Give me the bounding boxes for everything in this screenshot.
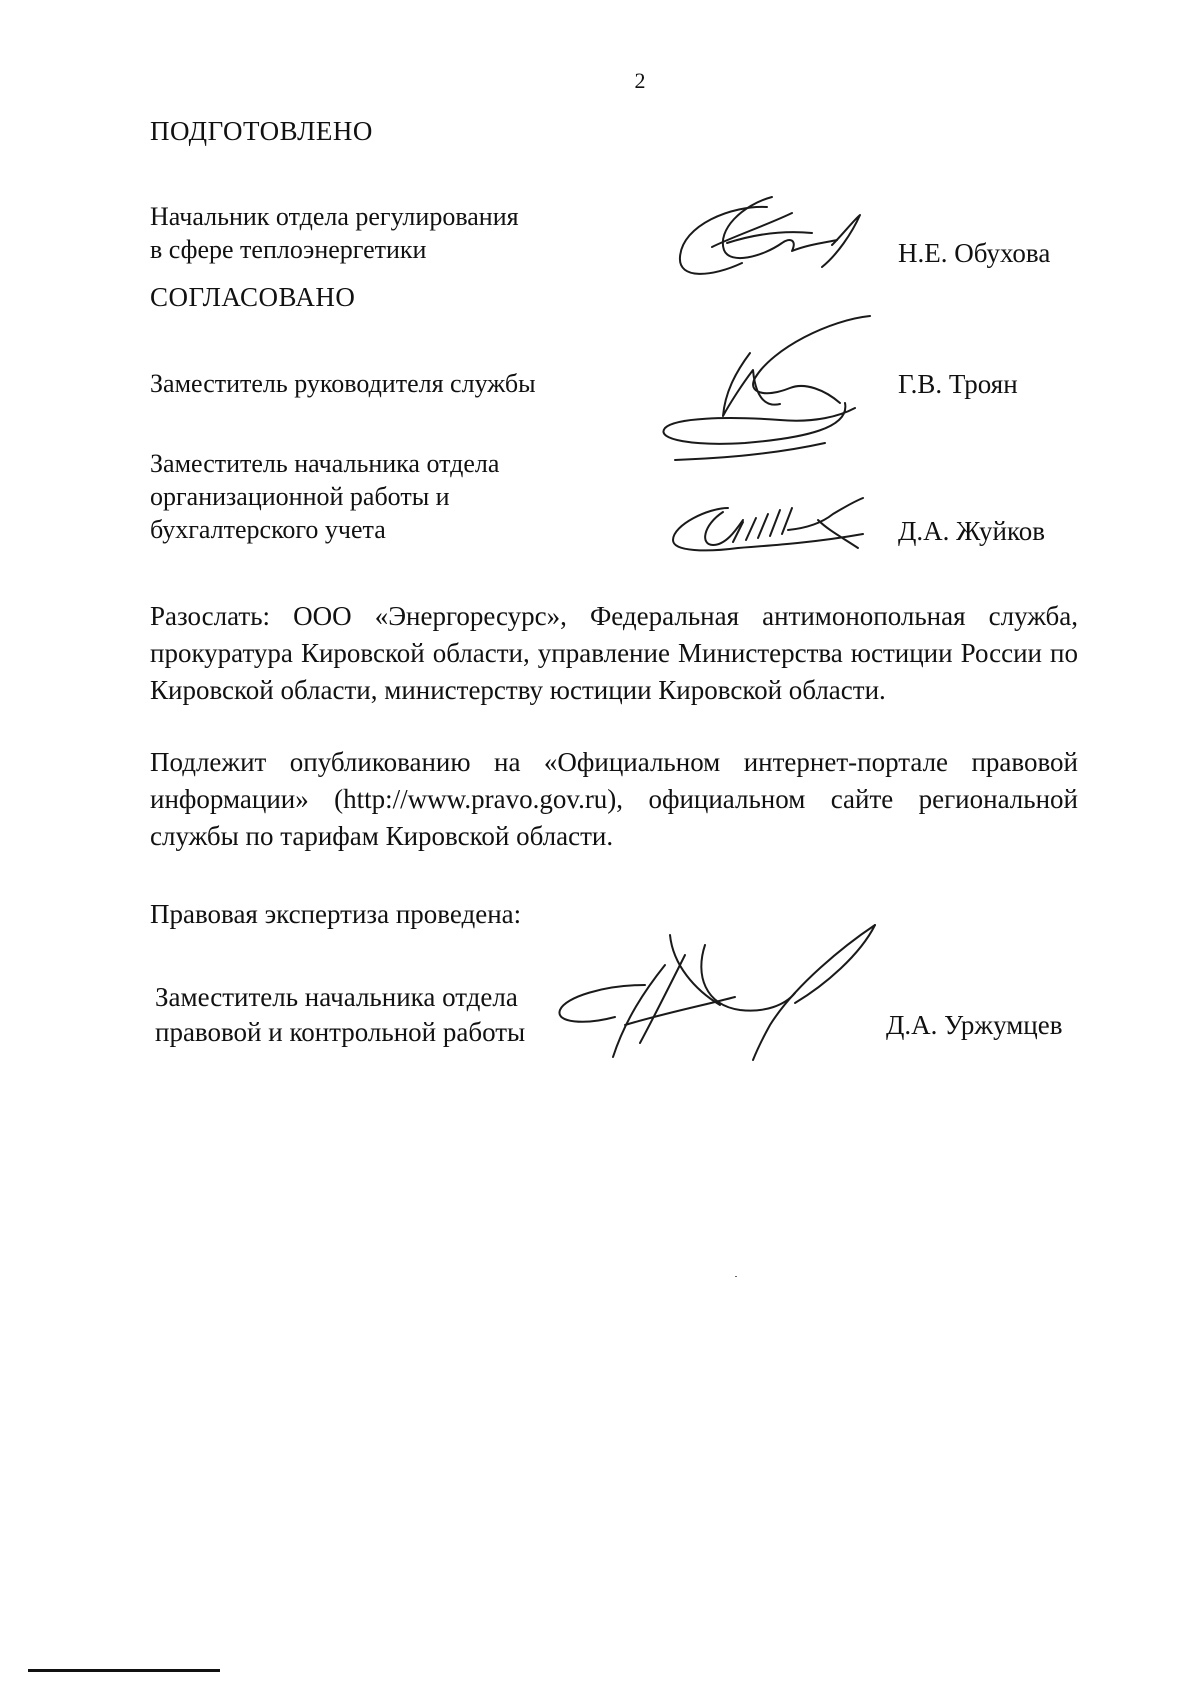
signatory-2-position-line-3: бухгалтерского учета [150, 515, 386, 544]
legal-review-position-line-2: правовой и контрольной работы [155, 1017, 526, 1047]
prepared-heading: ПОДГОТОВЛЕНО [150, 116, 373, 146]
signature-urzhumtsev [555, 915, 885, 1065]
signatory-1-position-line-1: Заместитель руководителя службы [150, 369, 536, 398]
signature-zhuikov [668, 490, 883, 560]
legal-review-name: Д.А. Уржумцев [886, 1010, 1063, 1040]
legal-review-heading: Правовая экспертиза проведена: [150, 899, 522, 929]
footnote-rule [28, 1669, 220, 1672]
prepared-name: Н.Е. Обухова [898, 238, 1051, 268]
legal-review-position-line-1: Заместитель начальника отдела [155, 982, 518, 1012]
signatory-1-position [150, 367, 536, 400]
page-number: 2 [634, 68, 646, 93]
publication-text: Подлежит опубликованию на «Официальном интернет-портале правовой информации» (http://www.pravo.gov.ru), официальном сайте региональной службы по тарифам Кировской области. [150, 747, 1078, 851]
signatory-2-position-line-1: Заместитель начальника отдела [150, 449, 500, 478]
prepared-position [150, 200, 519, 266]
prepared-position-line-2: в сфере теплоэнергетики [150, 235, 427, 264]
distribution-text: Разослать: ООО «Энергоресурс», Федеральная антимонопольная служба, прокуратура Кировской области, управление Министерства юстиции России по Кировской области, министерству юстиции Кировской области. [150, 601, 1078, 705]
signatory-2-name: Д.А. Жуйков [898, 516, 1045, 546]
signature-obukhova [672, 185, 872, 290]
signature-troyan [655, 308, 895, 473]
signatory-2-position-line-2: организационной работы и [150, 482, 450, 511]
prepared-position-line-1: Начальник отдела регулирования [150, 202, 519, 231]
legal-review-position [155, 980, 525, 1050]
scan-speck [735, 1276, 737, 1277]
signatory-1-name: Г.В. Троян [898, 369, 1018, 399]
agreed-heading: СОГЛАСОВАНО [150, 282, 356, 312]
signatory-2-position [150, 447, 499, 546]
